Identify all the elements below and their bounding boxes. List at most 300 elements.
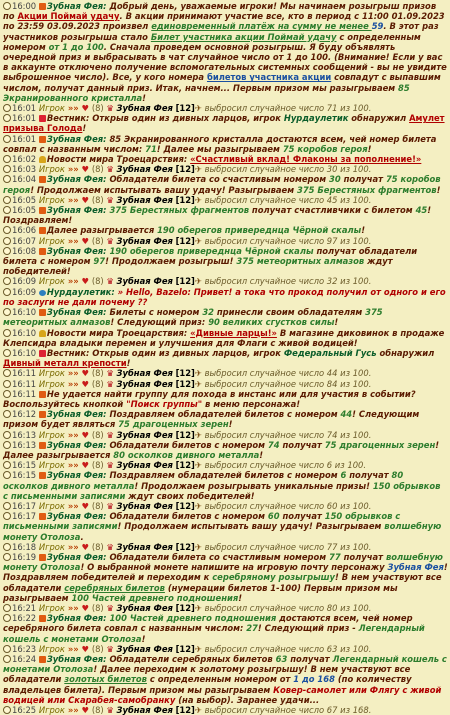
clock-icon: [3, 155, 11, 163]
roll-number: 71: [326, 103, 338, 114]
heart-icon: ♥: [81, 541, 90, 552]
clock-icon: [3, 165, 11, 173]
gift-icon: [39, 227, 46, 234]
message-text: !: [361, 225, 366, 236]
chat-message: [3, 654, 448, 705]
message-time: 16:21: [12, 602, 37, 613]
gift-icon: [39, 309, 46, 316]
player-level: [12]: [175, 368, 195, 379]
player-level: [12]: [175, 460, 195, 471]
chevron-icon: »»: [64, 705, 82, 715]
message-text: 63: [275, 654, 288, 664]
clan-badge-icon: (8): [89, 460, 107, 471]
chat-message: [3, 103, 448, 113]
message-text: ! Следующий приз -: [257, 623, 359, 634]
chat-message: [3, 511, 448, 542]
news-icon: [39, 350, 46, 357]
chat-message: [3, 705, 448, 715]
message-text: В магазине диковинок в продаже Клепсидра владыки перемен и улучшения для Флаги с живой водицей!: [3, 327, 445, 348]
message-text: . Сначала проведем основной розыгрыш. Я буду объявлять очередной приз и выбрасывать в чат случайное число от 1 до 100. (Внимание! Если у вас в аккаунте отключено получение вспомогательных системных сообщений - вы не увидите выброшенное число). Все, у кого номера: [3, 41, 447, 83]
roll-max: 100: [352, 602, 369, 613]
clock-icon: [3, 471, 11, 479]
player-name-link[interactable]: Зубная Фея: [116, 541, 173, 552]
roll-number: 63: [326, 643, 338, 654]
message-text: 85 Экранированного кристалла: [109, 133, 264, 144]
heart-icon: ♥: [81, 429, 90, 440]
roll-number: 77: [326, 541, 338, 552]
message-text: Зубная Фея:: [46, 439, 110, 450]
chat-message: [3, 164, 448, 174]
chevron-icon: »»: [64, 194, 82, 205]
message-text: Ковер-самолет или Флягу с живой водицей или Скарабея-самобранку: [3, 684, 442, 705]
message-text: Зубная Фея:: [46, 133, 110, 144]
message-text: Новости мира Троецарствия:: [46, 154, 191, 165]
message-text: Обладатели билета со счастливым номером: [109, 551, 330, 562]
clock-icon: [3, 380, 11, 388]
chat-message: [3, 276, 448, 286]
message-text: "Поиск группы": [126, 398, 203, 409]
chat-message: [3, 613, 448, 644]
roll-text: .: [368, 276, 372, 287]
roll-text: из: [340, 643, 351, 654]
game-label: Игрок: [38, 235, 65, 246]
roll-text: выбросил случайное число: [204, 276, 325, 287]
player-name-link[interactable]: Зубная Фея: [116, 164, 173, 175]
game-label: Игрок: [38, 705, 65, 715]
roll-number: 84: [326, 378, 338, 389]
roll-text: выбросил случайное число: [204, 500, 325, 511]
clock-icon: [3, 135, 11, 143]
player-level: [12]: [175, 194, 195, 205]
wing-icon: ✈: [194, 429, 205, 440]
roll-text: из: [340, 164, 351, 175]
wing-icon: ✈: [194, 276, 205, 287]
message-text: 375 метеоритных алмазов: [3, 307, 383, 328]
chat-message: [3, 379, 448, 389]
wing-icon: ✈: [194, 602, 205, 613]
crown-icon: ♛: [106, 643, 117, 654]
message-text: волшебную монету Отолоза: [3, 521, 442, 542]
game-label: Игрок: [38, 378, 65, 389]
message-time: 16:13: [12, 429, 37, 440]
message-time: 16:09: [12, 286, 37, 297]
message-text: . В этот раз участников розыгрыша стало: [3, 21, 439, 42]
message-link[interactable]: единовременный платёж на сумму не менее: [151, 21, 372, 32]
chat-message: [3, 603, 448, 613]
message-time: 16:10: [12, 307, 37, 318]
message-link[interactable]: билетов участника акции: [206, 72, 332, 83]
heart-icon: ♥: [81, 705, 90, 715]
chat-message: [3, 440, 448, 460]
message-time: 16:03: [12, 164, 37, 175]
message-text: 97: [93, 256, 106, 267]
roll-text: из: [340, 705, 351, 715]
message-text: Зубная Фея:: [46, 551, 110, 562]
clock-icon: [3, 706, 11, 714]
roll-text: .: [368, 500, 372, 511]
roll-number: 45: [326, 194, 338, 205]
message-text: Далее разыгрывается: [46, 225, 158, 236]
message-text: получат счастливчики с билетом: [249, 205, 416, 216]
gift-icon: [39, 615, 46, 622]
clock-icon: [3, 226, 11, 234]
clock-icon: [3, 543, 11, 551]
roll-text: из: [340, 276, 351, 287]
chat-message: [3, 501, 448, 511]
message-time: 16:01: [12, 103, 37, 114]
roll-number: 67: [326, 705, 338, 715]
clock-icon: [3, 329, 11, 337]
player-name-link[interactable]: Зубная Фея: [116, 500, 173, 511]
player-level: [12]: [175, 500, 195, 511]
message-time: 16:10: [12, 327, 37, 338]
message-text: получат: [340, 551, 386, 562]
player-level: [12]: [175, 103, 195, 114]
clock-icon: [3, 431, 11, 439]
message-text: ! Далее переходим к золотому розыгрышу! В нем участвуют все обладатели: [3, 664, 411, 685]
roll-text: .: [368, 368, 372, 379]
roll-text: из: [340, 541, 351, 552]
game-label: Игрок: [38, 276, 65, 287]
message-text: Зубная Фея:: [46, 613, 110, 624]
message-link[interactable]: Акции Поймай удачу: [17, 11, 120, 22]
message-text: с определенным номером: [3, 31, 421, 52]
roll-number: 97: [326, 235, 338, 246]
bell-icon: [39, 330, 46, 337]
clock-icon: [3, 277, 11, 285]
message-time: 16:24: [12, 654, 37, 664]
message-text: (по количеству владельцев билета). Первым призом мы разыгрываем: [3, 674, 412, 695]
message-link[interactable]: Амулет призыва Голода: [3, 113, 445, 134]
message-text: 75 драгоценных зерен: [118, 419, 229, 430]
roll-number: 80: [326, 602, 338, 613]
message-time: 16:05: [12, 194, 37, 205]
message-text: Зубная Фея:: [46, 174, 110, 185]
message-text: ! Продолжаем розыгрывать уникальные призы!: [134, 480, 373, 491]
roll-text: .: [368, 194, 372, 205]
chat-message: [3, 195, 448, 205]
game-label: Игрок: [38, 500, 65, 511]
message-text: от 1 до 100: [48, 41, 104, 52]
message-text: 6: [340, 470, 347, 481]
clock-icon: [3, 114, 11, 122]
player-level: [12]: [175, 276, 195, 287]
chat-message: [3, 389, 448, 409]
roll-number: 6: [326, 460, 333, 471]
message-time: 16:01: [12, 113, 37, 124]
player-level: [12]: [175, 378, 195, 389]
message-time: 16:15: [12, 470, 37, 481]
clock-icon: [3, 308, 11, 316]
message-time: 16:10: [12, 347, 37, 358]
message-text: !: [228, 419, 233, 430]
wing-icon: ✈: [194, 194, 205, 205]
roll-max: 100: [352, 276, 369, 287]
roll-text: из: [340, 602, 351, 613]
message-text: !: [141, 633, 146, 644]
gift-icon: [39, 248, 46, 255]
heart-icon: ♥: [81, 500, 90, 511]
roll-text: .: [368, 643, 372, 654]
message-text: » Hello, Bazelo: Привет! а тока что прокод получил от одного и его по заслуги не дали почему ??: [3, 286, 446, 307]
message-text: !: [259, 449, 264, 460]
roll-max: 100: [352, 643, 369, 654]
message-text: получат обладатели билета с номером: [3, 245, 418, 267]
wing-icon: ✈: [194, 235, 205, 246]
message-text: ! Поздравляем!: [3, 205, 432, 226]
chat-message: [3, 470, 448, 501]
chat-message: [3, 287, 448, 307]
message-text: получат: [340, 174, 386, 185]
message-time: 16:11: [12, 388, 37, 399]
roll-text: из: [340, 429, 351, 440]
message-text: !: [238, 592, 243, 603]
clock-icon: [3, 2, 11, 10]
player-level: [12]: [175, 429, 195, 440]
player-name-link[interactable]: Зубная Фея: [116, 368, 173, 379]
chat-message: [3, 460, 448, 470]
message-text: обнаружил: [376, 347, 435, 358]
roll-text: .: [368, 103, 372, 114]
message-text: Поздравляем обладателей билетов с номером: [109, 409, 341, 420]
roll-text: выбросил случайное число: [204, 103, 325, 114]
chat-message: [3, 154, 448, 164]
crown-icon: ♛: [106, 500, 117, 511]
message-text: 44: [340, 409, 353, 420]
message-text: Обладатели билетов с номером: [109, 439, 268, 450]
clock-icon: [3, 410, 11, 418]
roll-text: из: [340, 378, 351, 389]
clock-icon: [3, 614, 11, 622]
message-link[interactable]: серебряных билетов: [64, 582, 165, 593]
chevron-icon: »»: [64, 164, 82, 175]
message-text: получат: [346, 470, 392, 481]
player-name-link[interactable]: Зубная Фея: [116, 705, 173, 715]
heart-icon: ♥: [81, 194, 90, 205]
clock-icon: [3, 461, 11, 469]
player-level: [12]: [175, 643, 195, 654]
roll-text: выбросил случайное число: [204, 602, 325, 613]
chat-message: [3, 236, 448, 246]
roll-text: .: [368, 164, 372, 175]
message-text: Федеральный Гусь: [283, 347, 377, 358]
message-text: Зубная Фея:: [46, 511, 110, 522]
clock-icon: [3, 512, 11, 520]
roll-text: .: [368, 235, 372, 246]
message-text: ! Следующий приз:: [110, 317, 209, 328]
message-text: !: [126, 358, 131, 369]
message-time: 16:23: [12, 643, 37, 654]
chat-message: [3, 225, 448, 235]
message-text: 77: [329, 551, 341, 562]
message-text: (нумерации билетов 1-100) Первым призом мы разыгрываем: [3, 582, 398, 603]
clock-icon: [3, 553, 11, 561]
message-text: 190 оберегов привереднца Чёрной скалы: [109, 245, 314, 256]
roll-text: из: [334, 460, 345, 471]
roll-text: выбросил случайное число: [204, 164, 325, 175]
gift-icon: [39, 176, 46, 183]
message-text: Зубная Фея:: [46, 654, 110, 664]
message-text: ! Продолжаем испытывать вашу удачу! Разыгрываем: [117, 521, 385, 532]
message-time: 16:00: [12, 1, 37, 11]
chat-message: [3, 409, 448, 429]
message-text: достаются всем, чей номер серебряного билета совпал с названным числом:: [3, 613, 413, 634]
roll-text: выбросил случайное число: [204, 429, 325, 440]
clock-icon: [3, 655, 11, 663]
clan-badge-icon: (8): [89, 429, 107, 440]
message-text: 80 осколков дивного металла: [113, 449, 260, 460]
message-text: 100 Частей древнего подношения: [109, 613, 277, 624]
roll-max: 100: [352, 429, 369, 440]
message-text: !: [82, 123, 87, 134]
game-label: Игрок: [38, 103, 65, 114]
message-link[interactable]: «Счастливый вклад! Флаконы за пополнение!»: [190, 154, 422, 165]
roll-text: .: [368, 602, 372, 613]
player-name-link[interactable]: Зубная Фея: [116, 235, 173, 246]
chat-message: [3, 113, 448, 133]
wing-icon: ✈: [194, 705, 205, 715]
message-text: волшебную монету Отолоза: [3, 551, 443, 573]
gift-icon: [39, 3, 46, 10]
roll-max: 100: [352, 235, 369, 246]
message-text: ! Поздравляем победителей и переходим к: [3, 562, 448, 583]
crown-icon: ♛: [106, 235, 117, 246]
clock-icon: [3, 502, 11, 510]
message-text: 27: [246, 623, 258, 634]
player-name-link[interactable]: Зубная Фея: [116, 429, 173, 440]
message-time: 16:17: [12, 511, 37, 522]
wing-icon: ✈: [194, 500, 205, 511]
roll-max: 100: [352, 103, 369, 114]
message-text: ждут своих победителей!: [125, 490, 255, 501]
message-link[interactable]: золотых билетов: [64, 674, 147, 685]
message-link[interactable]: «Дивные ларцы!»: [190, 327, 277, 338]
wing-icon: ✈: [194, 541, 205, 552]
roll-text: выбросил случайное число: [204, 235, 325, 246]
message-time: 16:19: [12, 551, 37, 562]
roll-text: .: [368, 705, 372, 715]
game-label: Игрок: [38, 164, 65, 175]
game-label: Игрок: [38, 541, 65, 552]
roll-text: выбросил случайное число: [204, 378, 325, 389]
gift-icon: [39, 554, 46, 561]
clan-badge-icon: (8): [89, 541, 107, 552]
message-text: 1 до 168: [293, 674, 335, 685]
message-text: 375 Берестяных фрагментов: [297, 184, 437, 195]
message-text: получат: [287, 654, 333, 664]
player-name-link[interactable]: Зубная Фея: [116, 643, 173, 654]
message-time: 16:09: [12, 276, 37, 287]
message-text: . В акции принимают участие все, кто в период с 11:00 01.09.2023 по 23:59 03.09.2023 произвел: [3, 11, 445, 32]
game-label: Игрок: [38, 643, 65, 654]
message-link[interactable]: Билет участника акции Поймай удачу: [150, 31, 337, 42]
clock-icon: [3, 206, 11, 214]
message-text: Не удается найти группу для похода в инстанс или для участия в событии? Воспользуйтесь кнопкой: [3, 388, 416, 409]
roll-max: 100: [347, 460, 364, 471]
message-text: достаются всем, чей номер билета совпал с названным числом:: [3, 133, 437, 154]
message-text: Зубная Фея:: [46, 1, 110, 11]
roll-text: выбросил случайное число: [204, 643, 325, 654]
message-text: Зубная Фея:: [46, 307, 110, 318]
roll-text: выбросил случайное число: [204, 194, 325, 205]
clock-icon: [3, 349, 11, 357]
wing-icon: ✈: [194, 460, 205, 471]
player-level: [12]: [175, 602, 195, 613]
game-label: Игрок: [38, 429, 65, 440]
clan-badge-icon: (8): [89, 103, 107, 114]
roll-max: 100: [352, 194, 369, 205]
message-time: 16:11: [12, 378, 37, 389]
gift-icon: [39, 411, 46, 418]
chat-message: [3, 542, 448, 552]
message-text: 45: [415, 205, 428, 216]
crown-icon: ♛: [106, 378, 117, 389]
roll-max: 100: [352, 500, 369, 511]
clan-badge-icon: (8): [89, 602, 107, 613]
chat-message: [3, 1, 448, 103]
gift-icon: [39, 207, 46, 214]
roll-text: .: [368, 429, 372, 440]
chat-message: [3, 205, 448, 225]
message-text: Добрый день, уважаемые игроки! Мы начинаем розыгрыш призов по: [3, 1, 437, 22]
clock-icon: [3, 288, 11, 296]
message-time: 16:01: [12, 133, 37, 144]
crown-icon: ♛: [106, 368, 117, 379]
message-text: ждут победителей!: [3, 256, 393, 277]
roll-text: .: [368, 378, 372, 389]
message-time: 16:25: [12, 705, 37, 715]
message-text: Обладатели билетов с номером: [109, 511, 268, 522]
player-name-link[interactable]: Зубная Фея: [116, 460, 173, 471]
message-text: совпадут с выпавшим числом, получат данный приз. Итак, начнем... Первым призом мы разыгрываем: [3, 72, 441, 93]
message-text: 74: [267, 439, 280, 450]
gift-icon: [39, 656, 46, 663]
chevron-icon: »»: [64, 643, 82, 654]
clan-badge-icon: (8): [89, 643, 107, 654]
roll-max: 100: [352, 541, 369, 552]
chevron-icon: »»: [64, 429, 82, 440]
player-name-link[interactable]: Зубная Фея: [116, 194, 173, 205]
player-name-link[interactable]: Зубная Фея: [116, 276, 173, 287]
wing-icon: ✈: [194, 643, 205, 654]
message-time: 16:22: [12, 613, 37, 624]
heart-icon: ♥: [81, 235, 90, 246]
roll-text: из: [340, 235, 351, 246]
roll-text: выбросил случайное число: [204, 460, 325, 471]
message-time: 16:02: [12, 154, 37, 165]
message-text: !: [142, 92, 146, 103]
player-name-link[interactable]: Зубная Фея: [116, 103, 173, 114]
message-link[interactable]: Дивный металл крепости: [3, 358, 127, 369]
message-text: серебряному розыгрышу: [212, 572, 335, 583]
message-text: 100 Частей древнего подношения: [71, 592, 239, 603]
heart-icon: ♥: [81, 368, 90, 379]
clock-icon: [3, 441, 11, 449]
game-label: Игрок: [38, 194, 65, 205]
wing-icon: ✈: [194, 378, 205, 389]
message-text: Зубная Фея:: [46, 205, 110, 216]
message-time: 16:07: [12, 235, 37, 246]
player-name-link[interactable]: Зубная Фея: [116, 602, 173, 613]
message-text: !: [334, 317, 339, 328]
player-name-link[interactable]: Зубная Фея: [116, 378, 173, 389]
message-text: 75 коробов героя: [3, 174, 441, 195]
roll-max: 100: [352, 164, 369, 175]
message-time: 16:05: [12, 205, 37, 216]
gift-icon: [39, 513, 46, 520]
message-time: 16:18: [12, 541, 37, 552]
clan-badge-icon: (8): [89, 500, 107, 511]
